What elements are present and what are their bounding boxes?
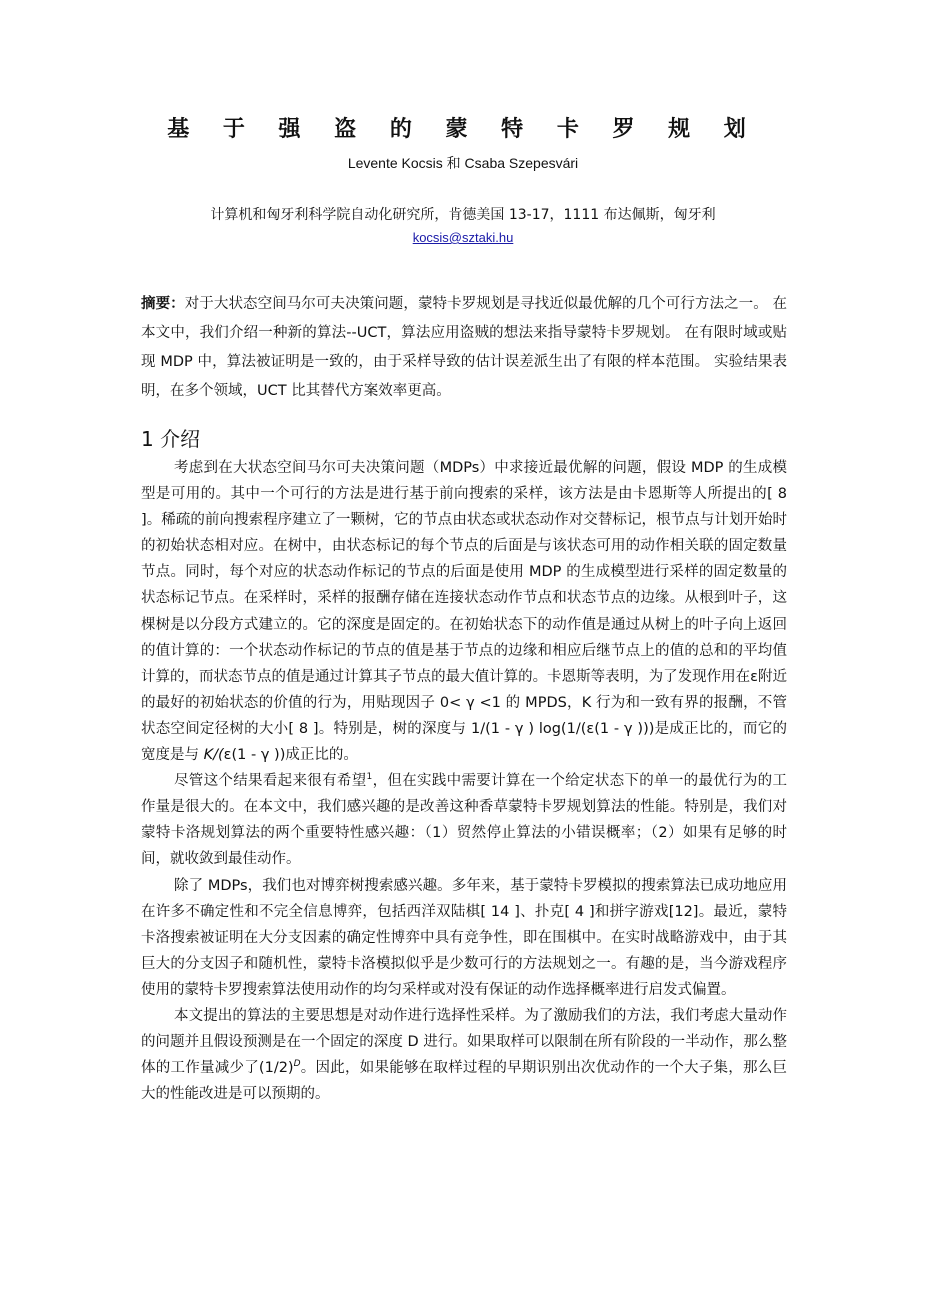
paragraph-1-tail: ε(1 - γ ))成正比的。 [223,747,358,764]
paragraph-3 [141,873,787,1003]
paragraph-1 [141,455,787,768]
footnote-marker[interactable]: 1 [366,772,373,783]
paragraph-1-italic: K/( [203,747,224,764]
section-body [141,455,787,1107]
paragraph-2-text: 尽管这个结果看起来很有希望 [174,773,367,790]
paragraph-2-tail: ，但在实践中需要计算在一个给定状态下的单一的最优行为的工作量是很大的。在本文中，我们感兴趣的是改善这种香草蒙特卡罗规划算法的性能。特别是，我们对蒙特卡洛规划算法的两个重要特性感兴趣：（1）贸然停止算法的小错误概率；（2）如果有足够的时间，就收敛到最佳动作。 [141,773,787,868]
abstract [141,290,787,406]
email-line [0,230,926,245]
abstract-text: 对于大状态空间马尔可夫决策问题，蒙特卡罗规划是寻找近似最优解的几个可行方法之一。 在本文中，我们介绍一种新的算法--UCT，算法应用盗贼的想法来指导蒙特卡罗规划。 在有限时域或贴现 MDP 中，算法被证明是一致的，由于采样导致的估计误差派生出了有限的样本范围。 实验结果表明，在多个领域，UCT 比其替代方案效率更高。 [141,296,787,399]
paragraph-2 [141,768,787,872]
paper-title: 基 于 强 盗 的 蒙 特 卡 罗 规 划 [167,117,759,142]
paragraph-3-text: 除了 MDPs，我们也对博弈树搜索感兴趣。多年来，基于蒙特卡罗模拟的搜索算法已成功地应用在许多不确定性和不完全信息博弈，包括西洋双陆棋[ 14 ]、扑克[ 4 ]和拼字游戏[12]。最近，蒙特卡洛搜索被证明在大分支因素的确定性博弈中具有竞争性，即在围棋中。在实时战略游戏中，由于其巨大的分支因子和随机性，蒙特卡洛模拟似乎是少数可行的方法规划之一。有趣的是，当今游戏程序使用的蒙特卡罗搜索算法使用动作的均匀采样或对没有保证的动作选择概率进行启发式偏置。 [141,877,787,998]
paragraph-4 [141,1003,787,1107]
paragraph-4-tail: 。因此，如果能够在取样过程的早期识别出次优动作的一个大子集，那么巨大的性能改进是可以预期的。 [141,1060,788,1103]
exponent-d: D [293,1059,301,1070]
paragraph-4-text: 本文提出的算法的主要思想是对动作进行选择性采样。为了激励我们的方法，我们考虑大量动作的问题并且假设预测是在一个固定的深度 D 进行。如果取样可以限制在所有阶段的一半动作，那么整体的工作量减少了(1/2) [141,1007,787,1077]
abstract-label: 摘要： [141,296,185,312]
email-link[interactable]: kocsis@sztaki.hu [412,230,514,245]
section-heading: 1 介绍 [141,427,201,451]
authors: Levente Kocsis 和 Csaba Szepesvári [347,155,579,171]
affiliation: 计算机和匈牙利科学院自动化研究所，肯德美国 13-17，1111 布达佩斯，匈牙利 [210,207,716,223]
paragraph-1-text: 考虑到在大状态空间马尔可夫决策问题（MDPs）中求接近最优解的问题，假设 MDP 的生成模型是可用的。其中一个可行的方法是进行基于前向搜索的采样，该方法是由卡恩斯等人所提出的[ 8 ]。稀疏的前向搜索程序建立了一颗树，它的节点由状态或状态动作对交替标记，根节点与计划开始时的初始状态相对应。在树中，由状态标记的每个节点的后面是与该状态可用的动作相关联的固定数量节点。同时，每个对应的状态动作标记的节点的后面是使用 MDP 的生成模型进行采样的固定数量的状态标记节点。在采样时，采样的报酬存储在连接状态动作节点和状态节点的边缘。从根到叶子，这棵树是以分段方式建立的。它的深度是固定的。在初始状态下的动作值是通过从树上的叶子向上返回的值计算的：一个状态动作标记的节点的值是基于节点的边缘和相应后继节点上的值的总和的平均值计算的，而状态节点的值是通过计算其子节点的最大值计算的。卡恩斯等表明，为了发现作用在ε附近的最好的初始状态的价值的行为，用贴现因子 0< γ <1 的 MPDS，K 行为和一致有界的报酬，不管状态空间定径树的大小[ 8 ]。特别是，树的深度与 1/(1 - γ ) log(1/(ε(1 - γ )))是成正比的，而它的宽度是与 [141,460,787,764]
